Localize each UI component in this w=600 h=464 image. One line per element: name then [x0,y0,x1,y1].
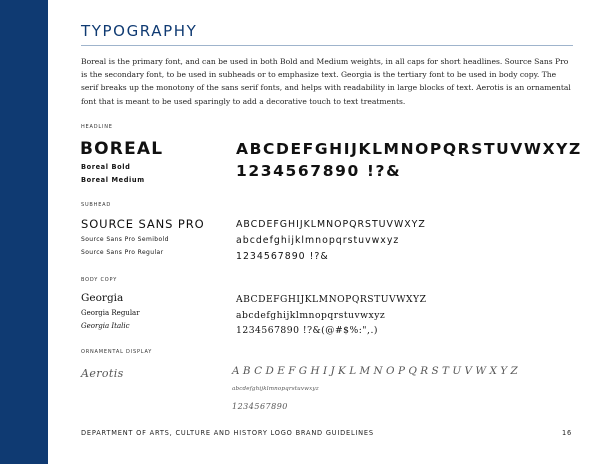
footer-document-title: DEPARTMENT OF ARTS, CULTURE AND HISTORY LOGO BRAND GUIDELINES [81,429,374,437]
page-number: 16 [562,429,572,437]
intro-paragraph: Boreal is the primary font, and can be used in both Bold and Medium weights, in all caps for short headlines. Source Sans Pro is the secondary font, to be used in subheads or to emphasize text. Georgia is the tertiary font to be used in body copy. The serif breaks up the monotony of the sans serif fonts, and helps with readability in large blocks of text. Aerotis is an ornamental font that is meant to be used sparingly to add a decorative touch to text treatments. [81,57,571,106]
headline-sample-digits: 1234567890 !?& [236,162,402,180]
body-copy-variant-italic: Georgia Italic [81,322,130,330]
subhead-section-label: SUBHEAD [81,202,112,208]
body-copy-sample-digits: 1234567890 !?&(@#$%:",.) [236,325,378,336]
headline-section-label: HEADLINE [81,124,113,130]
subhead-font-name: SOURCE SANS PRO [81,217,205,231]
subhead-variant-semibold: Source Sans Pro Semibold [81,236,169,243]
body-copy-variant-regular: Georgia Regular [81,309,140,317]
ornamental-sample-lowercase: abcdefghijklmnopqrstuvwxyz [232,386,319,392]
headline-font-name: BOREAL [80,139,164,159]
subhead-sample-uppercase: ABCDEFGHIJKLMNOPQRSTUVWXYZ [236,219,426,230]
body-copy-sample-lowercase: abcdefghijklmnopqrstuvwxyz [236,310,386,321]
headline-variant-bold: Boreal Bold [81,163,131,171]
title-rule [81,45,573,46]
brand-side-bar [0,0,48,464]
subhead-variant-regular: Source Sans Pro Regular [81,249,164,256]
ornamental-sample-digits: 1234567890 [232,402,288,411]
ornamental-sample-uppercase: ABCDEFGHIJKLMNOPQRSTUVWXYZ [232,365,522,377]
body-copy-font-name: Georgia [81,292,124,304]
subhead-sample-digits: 1234567890 !?& [236,251,329,262]
ornamental-section-label: ORNAMENTAL DISPLAY [81,349,153,355]
subhead-sample-lowercase: abcdefghijklmnopqrstuvwxyz [236,235,400,246]
body-copy-sample-uppercase: ABCDEFGHIJKLMNOPQRSTUVWXYZ [236,294,427,305]
page-title: TYPOGRAPHY [81,22,198,40]
headline-sample-uppercase: ABCDEFGHIJKLMNOPQRSTUVWXYZ [236,140,582,158]
ornamental-font-name: Aerotis [81,367,124,380]
body-copy-section-label: BODY COPY [81,277,118,283]
headline-variant-medium: Boreal Medium [81,176,145,184]
